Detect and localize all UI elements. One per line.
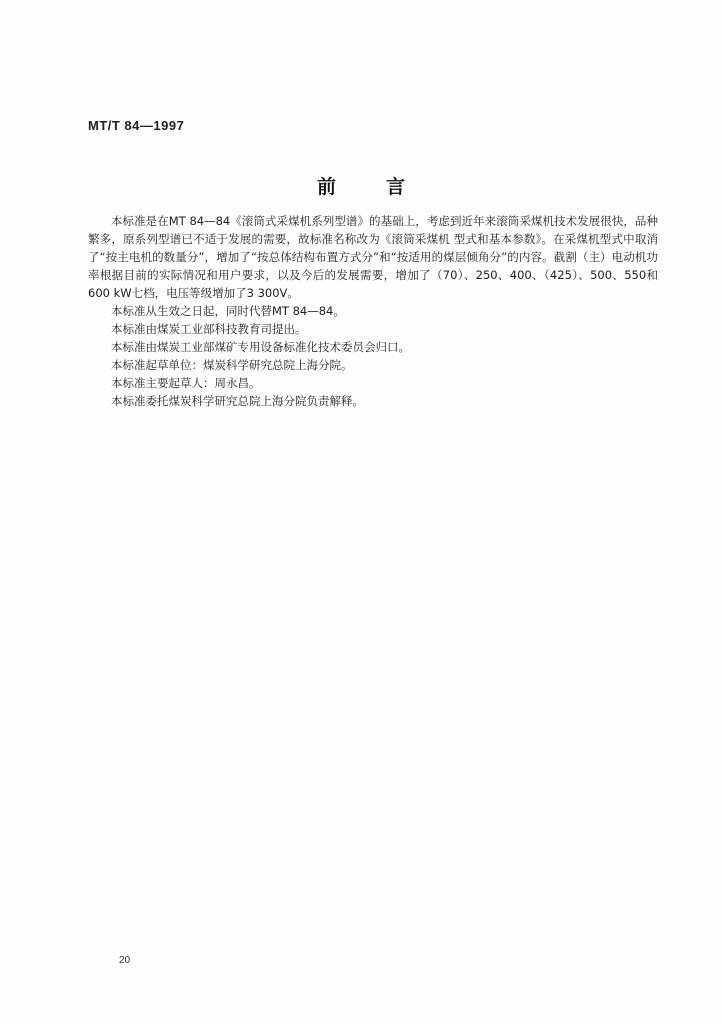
paragraph-drafting-unit: 本标准起草单位：煤炭科学研究总院上海分院。 [111,358,353,372]
paragraph-proposer: 本标准由煤炭工业部科技教育司提出。 [111,322,307,336]
paragraph-drafter: 本标准主要起草人：周永昌。 [111,376,261,390]
title-char-2: 言 [386,176,406,198]
standard-code: MT/T 84—1997 [88,118,185,133]
paragraph-replacement: 本标准从生效之日起，同时代替MT 84—84。 [111,304,345,318]
page-title [0,172,722,199]
paragraph-intro: 本标准是在MT 84—84《滚筒式采煤机系列型谱》的基础上，考虑到近年来滚筒采煤机技术发展很快，品种繁多，原系列型谱已不适于发展的需要，故标准名称改为《滚筒采煤机 型式和基本参数》。在采煤机型式中取消了“按主电机的数量分”，增加了“按总体结构布置方式分”和“按适用的煤层倾角分”的内容。截割（主）电动机功率根据目前的实际情况和用户要求，以及今后的发展需要，增加了（70）、250、400、（425）、500、550和600 kW七档，电压等级增加了3 300V。 [88,214,658,300]
title-char-1: 前 [316,176,336,198]
page-number: 20 [119,955,131,966]
foreword-body [88,212,658,410]
paragraph-technical-committee: 本标准由煤炭工业部煤矿专用设备标准化技术委员会归口。 [111,340,410,354]
paragraph-interpretation: 本标准委托煤炭科学研究总院上海分院负责解释。 [111,394,364,408]
